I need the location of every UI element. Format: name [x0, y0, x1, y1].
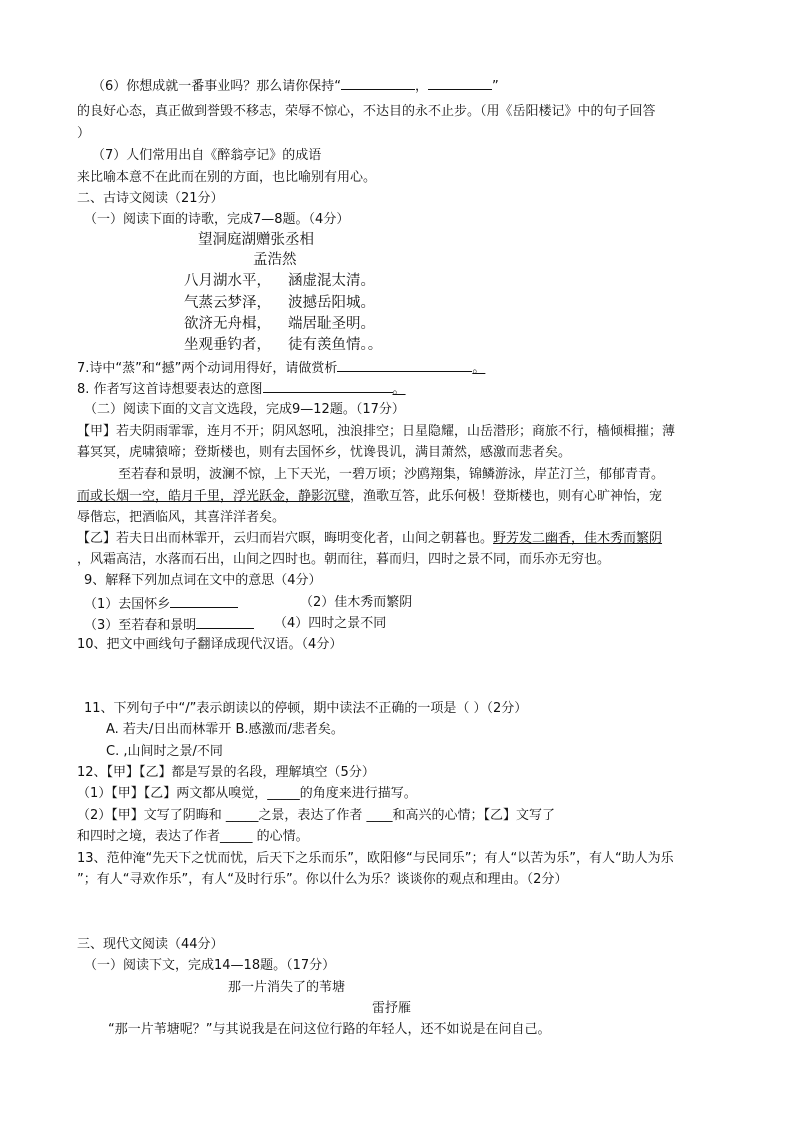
passage-jia: 【甲】若夫阴雨霏霏，连月不开；阴风怒吼，浊浪排空；日星隐耀，山岳潜形；商旅不行，樯倾楫摧；薄: [77, 424, 676, 439]
q8-question: 8. 作者写这首诗想要表达的意图 。: [77, 379, 406, 399]
q13-question: 13、范仲淹“先天下之忧而忧，后天下之乐而乐”，欧阳修“与民同乐”；有人“以苦为乐”，有人“助人为乐: [77, 851, 674, 866]
poem-line: 气蒸云梦泽，: [184, 295, 271, 311]
section-2-heading: 二、古诗文阅读（21分）: [77, 191, 224, 206]
passage-yi: ，风霜高洁，水落而石出，山间之四时也。朝而往，暮而归，四时之景不同，而乐亦无穷也。: [77, 552, 611, 567]
q9-question: 9、解释下列加点词在文中的意思（4分）: [84, 573, 322, 588]
article-paragraph: “那一片苇塘呢？”与其说我是在问这位行路的年轻人，还不如说是在问自己。: [108, 1022, 551, 1037]
q9-item: （1）去国怀乡: [84, 594, 238, 614]
answer-blank[interactable]: [337, 358, 472, 372]
poem-line: 欲济无舟楫，: [184, 316, 271, 332]
passage-yi: 【乙】若夫日出而林霏开，云归而岩穴暝，晦明变化者，山间之朝暮也。野芳发二幽香，佳木秀而繁阴: [77, 531, 663, 546]
article-author: 雷抒雁: [372, 1001, 412, 1016]
q11-options: C. ,山间时之景/不同: [106, 744, 223, 759]
part-1-heading: （一）阅读下面的诗歌，完成7—8题。（4分）: [84, 212, 350, 227]
underlined-sentence: 而或长烟一空，皓月千里，浮光跃金，静影沉璧: [77, 489, 351, 504]
answer-blank[interactable]: [428, 76, 492, 90]
q6-line3: ）: [77, 126, 91, 141]
q7-question: 7.诗中“蒸”和“撼”两个动词用得好，请做赏析 。: [77, 358, 485, 378]
passage-jia: 而或长烟一空，皓月千里，浮光跃金，静影沉璧，渔歌互答，此乐何极！登斯楼也，则有心旷神怡，宠: [77, 489, 663, 504]
poem-author: 孟浩然: [253, 252, 297, 268]
poem-title: 望洞庭湖赠张丞相: [198, 232, 314, 248]
article-title: 那一片消失了的苇塘: [228, 980, 346, 995]
q11-question: 11、下列句子中“/”表示朗读以的停顿，期中读法不正确的一项是（ ）（2分）: [84, 701, 528, 716]
answer-blank[interactable]: [341, 76, 415, 90]
q6-line2: 的良好心态，真正做到誉毁不移志，荣辱不惊心，不达目的永不止步。（用《岳阳楼记》中的句子回答: [77, 104, 656, 119]
q10-question: 10、把文中画线句子翻译成现代汉语。（4分）: [77, 637, 343, 652]
underlined-sentence: 野芳发二幽香，佳木秀而繁阴: [493, 531, 663, 546]
q9-item: （3）至若春和景明: [84, 615, 254, 635]
poem-line: 坐观垂钓者，: [184, 337, 271, 353]
part-3-heading: （一）阅读下文，完成14—18题。（17分）: [84, 958, 336, 973]
poem-line: 涵虚混太清。: [288, 273, 375, 289]
q12-item: 和四时之境，表达了作者_____ 的心情。: [77, 829, 309, 844]
passage-jia: 辱偕忘，把酒临风，其喜洋洋者矣。: [77, 510, 286, 525]
answer-blank[interactable]: [170, 594, 238, 608]
q13-question: ”；有人“寻欢作乐”，有人“及时行乐”。你以什么为乐？谈谈你的观点和理由。（2分）: [77, 872, 568, 887]
section-3-heading: 三、现代文阅读（44分）: [77, 937, 224, 952]
q9-item: （2）佳木秀而繁阴: [300, 595, 413, 610]
answer-blank[interactable]: [196, 615, 254, 629]
part-2-heading: （二）阅读下面的文言文选段，完成9—12题。（17分）: [84, 402, 405, 417]
q7-line2: 来比喻本意不在此而在别的方面，也比喻别有用心。: [77, 170, 377, 185]
q7-line1: （7）人们常用出自《醉翁亭记》的成语: [92, 148, 322, 163]
q11-options: A. 若夫/日出而林霏开 B.感激而/悲者矣。: [106, 722, 344, 737]
q12-item: （1）【甲】【乙】两文都从嗅觉，_____的角度来进行描写。: [77, 786, 417, 801]
passage-jia: 至若春和景明，波澜不惊，上下天光，一碧万顷；沙鸥翔集，锦鳞游泳，岸芷汀兰，郁郁青青。: [118, 467, 665, 482]
q6-line1: （6）你想成就一番事业吗？那么请你保持“ ， ”: [92, 76, 499, 96]
poem-line: 八月湖水平，: [184, 273, 271, 289]
poem-line: 波撼岳阳城。: [288, 295, 375, 311]
poem-line: 徒有羡鱼情。。: [288, 337, 383, 353]
passage-jia: 暮冥冥，虎啸猿啼；登斯楼也，则有去国怀乡，忧谗畏讥，满目萧然，感激而悲者矣。: [77, 445, 572, 460]
q9-item: （4）四时之景不同: [274, 616, 387, 631]
q12-question: 12、【甲】【乙】都是写景的名段，理解填空（5分）: [77, 765, 375, 780]
answer-blank[interactable]: [263, 379, 393, 393]
q12-item: （2）【甲】文写了阴晦和 _____之景，表达了作者 ____和高兴的心情；【乙】文写了: [77, 808, 556, 823]
poem-line: 端居耻圣明。: [288, 316, 375, 332]
